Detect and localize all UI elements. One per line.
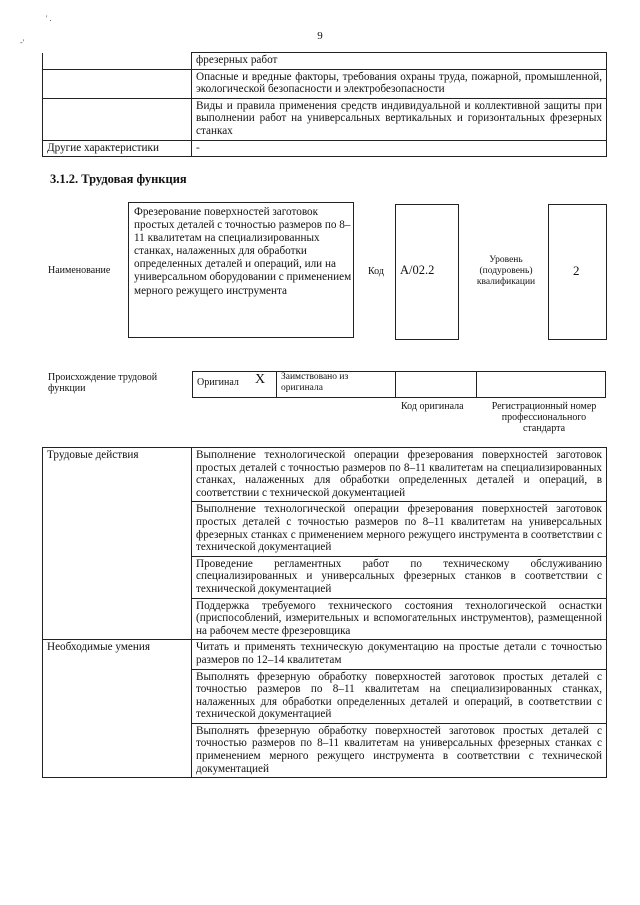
- table-row: [43, 69, 607, 98]
- table-cell: Выполнение технологической операции фрезерования поверхностей заготовок простых деталей с точностью размеров по 8–11 квалитетам на универсальных фрезерных станках с применением мерного режущего инструмента в соответствии с технической документацией: [192, 502, 607, 556]
- code-value: A/02.2: [400, 263, 435, 277]
- labor-functions-table: [42, 447, 607, 778]
- row-label: [43, 53, 192, 70]
- row-label: [43, 69, 192, 98]
- origin-divider: [395, 371, 396, 398]
- table-row: [43, 53, 607, 70]
- group-label: Необходимые умения: [43, 640, 192, 778]
- table-row: [43, 448, 607, 502]
- page-number: 9: [317, 30, 323, 42]
- table-cell: Выполнять фрезерную обработку поверхностей заготовок простых деталей с точностью размеров по 8–11 квалитетам на универсальных фрезерных станках с применением мерного режущего инструмента в соответствии с технической документацией: [192, 723, 607, 777]
- group-label: Трудовые действия: [43, 448, 192, 640]
- table-cell: Выполнять фрезерную обработку поверхностей заготовок простых деталей с точностью размеров по 8–11 квалитетам на специализированных станках, налаженных для обработки определенных деталей и операций, в соответствии с технической документацией: [192, 669, 607, 723]
- table-cell: Поддержка требуемого технического состояния технологической оснастки (приспособлений, измерительных и вспомогательных инструментов), размещенной на рабочем месте фрезеровщика: [192, 598, 607, 640]
- code-original-label: Код оригинала: [401, 401, 464, 412]
- table-cell: Читать и применять техническую документацию на простые детали с точностью размеров по 12–14 квалитетам: [192, 640, 607, 669]
- scan-speck: ' .: [46, 14, 52, 23]
- origin-divider: [476, 371, 477, 398]
- borrowed-label: Заимствовано из оригинала: [281, 372, 349, 393]
- origin-label: Происхождение трудовой функции: [48, 372, 158, 394]
- table-row: [43, 140, 607, 157]
- table-row: [43, 98, 607, 140]
- row-text: Виды и правила применения средств индивидуальной и коллективной защиты при выполнении работ на универсальных вертикальных и горизонтальных фрезерных станках: [192, 98, 607, 140]
- row-text: фрезерных работ: [192, 53, 607, 70]
- code-label: Код: [368, 266, 384, 277]
- original-label: Оригинал: [197, 377, 239, 388]
- original-mark: X: [255, 372, 266, 387]
- origin-divider: [276, 371, 277, 398]
- row-label: Другие характеристики: [43, 140, 192, 157]
- function-name-text: Фрезерование поверхностей заготовок простых деталей с точностью размеров по 8–11 квалитетам на специализированных станках, налаженных для обработки определенных деталей и операций, или на универсальном оборудовании с применением мерного режущего инструмента: [134, 206, 352, 297]
- scan-speck: -': [20, 38, 25, 47]
- level-label: Уровень (подуровень) квалификации: [476, 255, 536, 287]
- table-row: [43, 640, 607, 669]
- characteristics-table: [42, 52, 607, 157]
- row-label: [43, 98, 192, 140]
- table-cell: Выполнение технологической операции фрезерования поверхностей заготовок простых деталей с точностью размеров по 8–11 квалитетам на специализированных станках, налаженных для обработки определенных деталей и операций, в соответствии с технической документацией: [192, 448, 607, 502]
- name-label: Наименование: [48, 265, 111, 276]
- section-title: 3.1.2. Трудовая функция: [50, 172, 187, 186]
- level-value: 2: [573, 263, 580, 278]
- reg-number-label: Регистрационный номер профессионального стандарта: [491, 401, 597, 434]
- row-text: Опасные и вредные факторы, требования охраны труда, пожарной, промышленной, экологической безопасности и электробезопасности: [192, 69, 607, 98]
- table-cell: Проведение регламентных работ по техническому обслуживанию специализированных и универсальных фрезерных станков в соответствии с технической документацией: [192, 556, 607, 598]
- row-text: -: [192, 140, 607, 157]
